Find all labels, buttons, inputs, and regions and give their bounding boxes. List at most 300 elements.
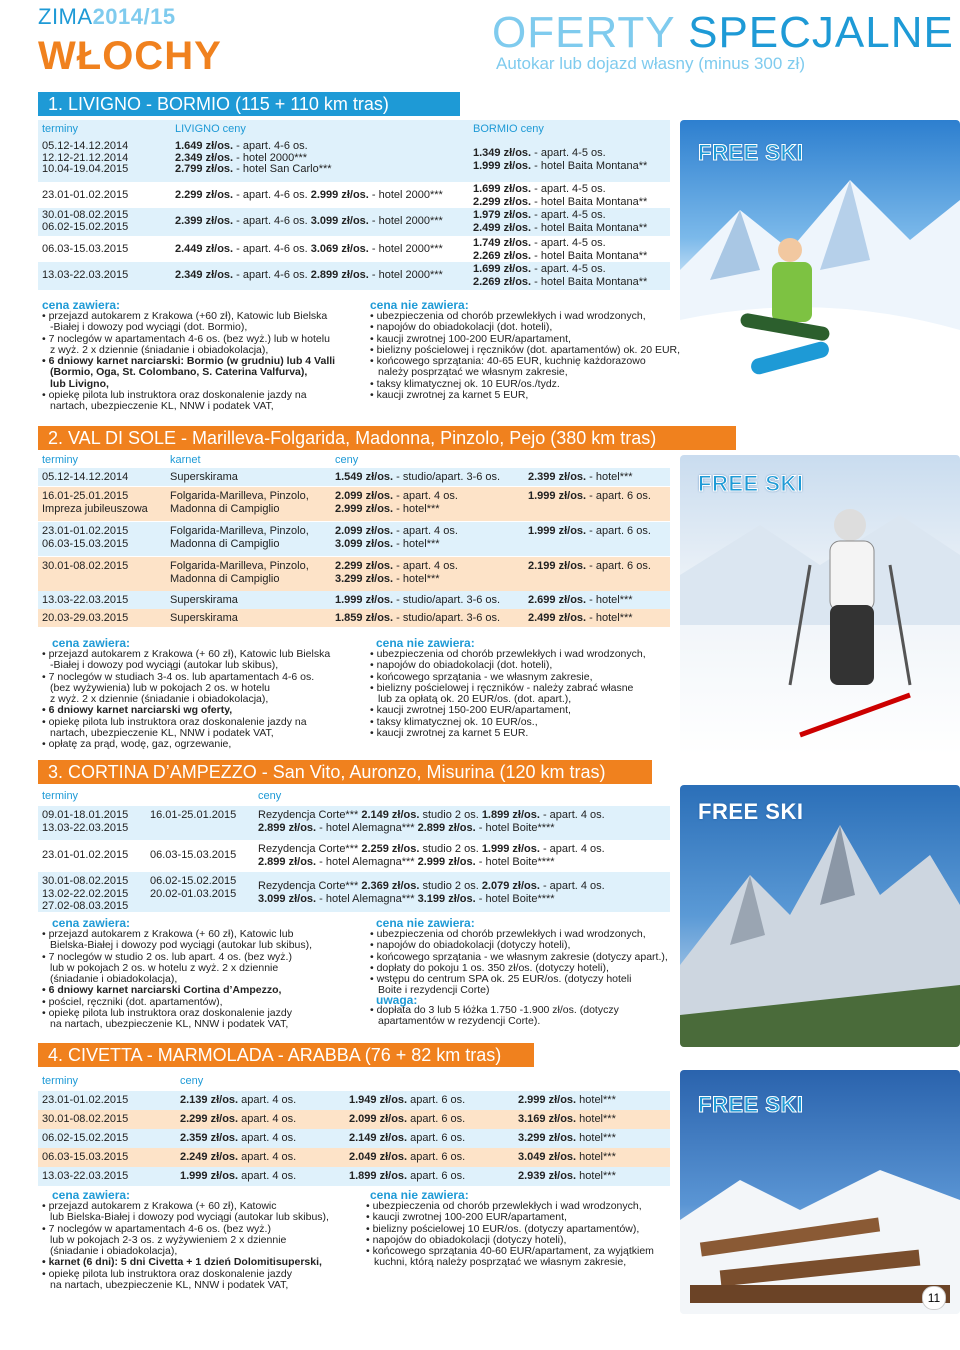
s2-price-alt	[528, 560, 651, 572]
note-item: • napojów do obiadokolacji (dot. hoteli),	[370, 322, 680, 333]
s1-bormio-price	[473, 276, 647, 288]
s1-livigno-price-part: 2.899 zł/os.	[310, 269, 369, 281]
s4-price-c-part: 3.049 zł/os.	[518, 1151, 577, 1163]
s2-price	[335, 573, 440, 585]
offers-title	[492, 8, 954, 58]
note-item: • ubezpieczenia od chorób przewlekłych i wad wrodzonych,	[370, 649, 646, 660]
note-item: nartach, ubezpieczenie KL, NNW i podatek VAT,	[50, 727, 274, 740]
note-item: • opiekę pilota lub instruktora oraz doskonalenie jazdy	[42, 1269, 329, 1280]
s2-price-part: - apart. 4 os.	[393, 490, 458, 502]
note-item: • dopłata do 3 lub 5 łóżka 1.750 -1.900 zł/os. (dotyczy	[370, 1005, 619, 1016]
s2-price-part: - apart. 4 os.	[393, 560, 458, 572]
s4-price-b-part: 2.049 zł/os.	[349, 1151, 408, 1163]
s2-price-part: 3.299 zł/os.	[335, 573, 394, 585]
s4-date: 23.01-01.02.2015	[42, 1094, 129, 1106]
s1-bormio-price	[473, 250, 647, 262]
note-item: • 6 dniowy karnet narciarski: Bormio (w grudniu) lub 4 Valli	[42, 356, 335, 367]
s3-price-part: - hotel Boite****	[475, 822, 555, 834]
s3-price-part: studio 2 os.	[419, 809, 482, 821]
s1-bormio-price-part: 1.699 zł/os.	[473, 183, 532, 195]
s1-bormio-price-part: - apart. 4-5 os.	[531, 263, 606, 275]
s2-price-alt-part: 1.999 zł/os.	[528, 525, 587, 537]
s2-price-part: - studio/apart. 3-6 os.	[393, 594, 501, 606]
note-item: • kaucji zwrotnej za karnet 5 EUR.	[370, 728, 646, 739]
s3-price-part: studio 2 os.	[419, 843, 482, 855]
note-item: • kaucji zwrotnej za karnet 5 EUR,	[370, 390, 680, 401]
s2-price	[335, 471, 500, 483]
s3-price-part: - hotel Alemagna***	[316, 822, 418, 834]
s2-price	[335, 490, 458, 502]
s1-bormio-price-part: 2.269 zł/os.	[473, 250, 532, 262]
s4-price-a-part: apart. 4 os.	[238, 1170, 297, 1182]
note-item: lub za opłatą ok. 20 EUR/os. (dot. apart.),	[378, 693, 572, 706]
s3-price-part: Rezydencja Corte***	[258, 809, 362, 821]
s2-karnet: Superskirama	[170, 594, 238, 606]
s2-price-part: 2.299 zł/os.	[335, 560, 394, 572]
s3-price-part: 2.149 zł/os.	[361, 809, 420, 821]
s4-price-b-part: apart. 6 os.	[407, 1094, 466, 1106]
s1-includes-heading: cena zawiera:	[42, 298, 121, 312]
s4-price-b-part: 2.099 zł/os.	[349, 1113, 408, 1125]
note-item: • opiekę pilota lub instruktora oraz doskonalenie jazdy na	[42, 390, 335, 401]
s1-bormio-price-part: 1.749 zł/os.	[473, 237, 532, 249]
skier-photo	[680, 455, 960, 755]
note-item: • przejazd autokarem z Krakowa (+ 60 zł), Katowic lub Bielska	[42, 649, 330, 660]
s1-bormio-price-part: - hotel Baita Montana**	[531, 276, 648, 288]
s1-livigno-price	[175, 269, 443, 281]
s2-price-part: - hotel***	[393, 538, 440, 550]
s2-price	[335, 503, 440, 515]
s1-livigno-price-part: 2.799 zł/os.	[175, 163, 234, 175]
s1-livigno-price-part: 2.449 zł/os.	[175, 243, 234, 255]
s1-bormio-price-part: - hotel Baita Montana**	[531, 222, 648, 234]
s2-includes-list	[42, 649, 330, 751]
note-item: • 7 noclegów w studio 2 os. lub apart. 4 os. (bez wyż.)	[42, 952, 312, 963]
s4-price-b-part: 1.899 zł/os.	[349, 1170, 408, 1182]
s3-date: 09.01-18.01.2015	[42, 809, 129, 821]
s4-price-c	[518, 1170, 616, 1182]
note-item: lub Livigno,	[50, 377, 109, 390]
s2-price	[335, 525, 458, 537]
s1-date: 10.04-19.04.2015	[42, 163, 129, 175]
s1-bormio-price-part: - apart. 4-5 os.	[531, 183, 606, 195]
s1-livigno-price-part: - hotel 2000***	[368, 243, 443, 255]
s1-bormio-price-part: 2.269 zł/os.	[473, 276, 532, 288]
note-item: na nartach, ubezpieczenie KL, NNW i podatek VAT,	[50, 1279, 289, 1292]
section4-title: 4. CIVETTA - MARMOLADA - ARABBA (76 + 82 km tras)	[38, 1043, 534, 1067]
s3-price-part: Rezydencja Corte***	[258, 880, 362, 892]
s1-livigno-price-part: 2.349 zł/os.	[175, 151, 234, 164]
note-item: • końcowego sprzątania - we własnym zakresie (dotyczy apart.),	[370, 952, 668, 963]
s2-price-alt-part: - hotel***	[586, 612, 633, 624]
s3-price	[258, 893, 555, 905]
s1-excludes-list	[370, 311, 680, 401]
note-item: • ubezpieczenia od chorób przewlekłych i wad wrodzonych,	[370, 311, 680, 322]
note-item: na nartach, ubezpieczenie KL, NNW i podatek VAT,	[50, 1018, 289, 1031]
note-item: (bez wyżywienia) lub w pokojach 2 os. w hotelu	[50, 681, 271, 694]
s1-livigno-price-part: - hotel 2000***	[233, 151, 308, 164]
note-item: • 6 dniowy karnet narciarski Cortina d’Ampezzo,	[42, 985, 312, 996]
note-item: z wyż. 2 x dziennie (śniadanie i obiadokolacja),	[50, 343, 269, 356]
s4-price-b-part: 2.149 zł/os.	[349, 1132, 408, 1144]
s1-bormio-price	[473, 147, 606, 159]
s2-date: 23.01-01.02.2015	[42, 525, 129, 537]
s2-price-part: 2.099 zł/os.	[335, 525, 394, 537]
s2-includes-heading: cena zawiera:	[52, 636, 131, 650]
note-item: • opłatę za prąd, wodę, gaz, ogrzewanie,	[42, 739, 330, 750]
s1-livigno-price-part: - apart. 4-6 os.	[233, 215, 311, 227]
note-item: z wyż. 2 x dziennie (śniadanie i obiadokolacja),	[50, 693, 269, 706]
note-item: • ubezpieczenia od chorób przewlekłych i wad wrodzonych,	[366, 1201, 654, 1212]
s1-bormio-price-part: 2.299 zł/os.	[473, 196, 532, 208]
s1-bormio-price-part: - hotel Baita Montana**	[531, 250, 648, 262]
s1-bormio-price-part: - apart. 4-5 os.	[531, 237, 606, 249]
s4-price-a-part: apart. 4 os.	[238, 1094, 297, 1106]
note-item: • bielizny pościelowej i ręczników (dot. apartamentów) ok. 20 EUR,	[370, 345, 680, 356]
s3-price-part: 1.999 zł/os.	[481, 843, 540, 855]
s4-price-c	[518, 1132, 616, 1144]
offers-word-a: OFERTY	[492, 8, 675, 57]
note-item: • 6 dniowy karnet narciarski wg oferty,	[42, 705, 330, 716]
s2-price-alt	[528, 594, 633, 606]
s4-excludes-list	[366, 1201, 654, 1269]
s1-livigno-price-part: 2.349 zł/os.	[175, 269, 234, 281]
s4-price-c	[518, 1113, 616, 1125]
s4-price-a	[180, 1094, 296, 1106]
s1-livigno-price-part: - apart. 4-6 os.	[233, 140, 308, 152]
s3-price-part: 1.899 zł/os.	[481, 809, 540, 821]
s4-price-a	[180, 1170, 296, 1182]
s3-price-part: - apart. 4 os.	[539, 880, 605, 892]
s4-price-a-part: 2.249 zł/os.	[180, 1151, 239, 1163]
s3-date-alt: 06.03-15.03.2015	[150, 849, 237, 861]
s3-date-alt: 06.02-15.02.2015	[150, 875, 237, 887]
s1-bormio-price-part: 1.699 zł/os.	[473, 263, 532, 275]
s3-price-part: 2.999 zł/os.	[417, 856, 476, 868]
s3-price-part: 2.899 zł/os.	[417, 822, 476, 834]
s2-price-alt-part: - apart. 6 os.	[586, 560, 651, 572]
section1-title: 1. LIVIGNO - BORMIO (115 + 110 km tras)	[38, 92, 460, 116]
s1-livigno-price-part: 2.999 zł/os.	[310, 189, 369, 201]
s4-date: 30.01-08.02.2015	[42, 1113, 129, 1125]
s4-price-b-part: apart. 6 os.	[407, 1170, 466, 1182]
note-item: • kaucji zwrotnej 100-200 EUR/apartament,	[366, 1212, 654, 1223]
skier-illustration	[680, 455, 960, 755]
s3-note-list	[370, 1005, 619, 1028]
s2-karnet: Superskirama	[170, 612, 238, 624]
note-item: • opiekę pilota lub instruktora oraz doskonalenie jazdy	[42, 1008, 312, 1019]
free-ski-badge-3: FREE SKI	[698, 799, 804, 824]
s2-date: Impreza jubileuszowa	[42, 503, 148, 515]
s3-price	[258, 843, 605, 855]
s2-price-part: 1.859 zł/os.	[335, 612, 394, 624]
s1-excludes-heading: cena nie zawiera:	[370, 298, 469, 312]
note-item: • przejazd autokarem z Krakowa (+60 zł), Katowic lub Bielska	[42, 311, 335, 322]
s4-excludes-heading: cena nie zawiera:	[370, 1188, 469, 1202]
s3-price	[258, 856, 555, 868]
s4-price-a-part: apart. 4 os.	[238, 1132, 297, 1144]
s1-date: 23.01-01.02.2015	[42, 189, 129, 201]
s1-livigno-price	[175, 152, 307, 164]
s4-price-a-part: 2.359 zł/os.	[180, 1132, 239, 1144]
s1-livigno-price-part: - hotel 2000***	[368, 189, 443, 201]
s2-price-alt	[528, 612, 633, 624]
note-item: • końcowego sprzątania 40-60 EUR/apartament, za wyjątkiem	[366, 1246, 654, 1257]
free-ski-badge-1: FREE SKI	[698, 140, 804, 165]
s1-bormio-price-part: 1.979 zł/os.	[473, 209, 532, 221]
country-title: WŁOCHY	[38, 34, 222, 78]
s4-col-ceny: ceny	[180, 1075, 204, 1087]
s2-date: 16.01-25.01.2015	[42, 490, 129, 502]
s2-col-ceny: ceny	[335, 454, 359, 466]
offers-subtitle: Autokar lub dojazd własny (minus 300 zł)	[496, 54, 805, 73]
s3-includes-list	[42, 929, 312, 1031]
note-item: • przejazd autokarem z Krakowa (+ 60 zł), Katowic lub	[42, 929, 312, 940]
s2-date: 13.03-22.03.2015	[42, 594, 129, 606]
s1-livigno-price-part: - hotel 2000***	[368, 215, 443, 227]
s2-price-alt-part: - hotel***	[586, 471, 633, 483]
s1-date: 06.02-15.02.2015	[42, 220, 129, 233]
s3-price-part: studio 2 os.	[419, 880, 482, 892]
s2-karnet: Madonna di Campiglio	[170, 538, 280, 550]
s1-bormio-price-part: - apart. 4-5 os.	[531, 209, 606, 221]
s2-price	[335, 560, 458, 572]
s1-col-terminy: terminy	[42, 123, 79, 135]
s4-price-a	[180, 1113, 296, 1125]
s3-date: 30.01-08.02.2015	[42, 875, 129, 887]
s3-price	[258, 822, 555, 834]
section3-title: 3. CORTINA D’AMPEZZO - San Vito, Auronzo, Misurina (120 km tras)	[38, 760, 652, 784]
note-item: • 7 noclegów w studiach 3-4 os. lub apartamentach 4-6 os.	[42, 672, 330, 683]
s1-livigno-price	[175, 243, 443, 255]
s2-karnet: Folgarida-Marilleva, Pinzolo,	[170, 490, 309, 502]
season-word: ZIMA	[38, 4, 93, 29]
s2-price-alt-part: - hotel***	[586, 594, 633, 606]
s4-price-c	[518, 1094, 616, 1106]
note-item: • pościel, ręczniki (dot. apartamentów),	[42, 997, 312, 1008]
s2-price-alt	[528, 471, 633, 483]
s3-col-ceny: ceny	[258, 790, 282, 802]
s4-price-c-part: hotel***	[576, 1113, 616, 1125]
s4-price-c-part: hotel***	[576, 1170, 616, 1182]
s3-price-part: - hotel Alemagna***	[316, 856, 418, 868]
s4-price-c-part: 3.299 zł/os.	[518, 1132, 577, 1144]
s3-date: 23.01-01.02.2015	[42, 849, 129, 861]
note-item: • 7 noclegów w apartamentach 4-6 os. (bez wyż.) lub w hotelu	[42, 334, 335, 345]
s3-price-part: - apart. 4 os.	[539, 809, 605, 821]
s1-bormio-price-part: - hotel Baita Montana**	[531, 160, 648, 172]
s1-bormio-price-part: - hotel Baita Montana**	[531, 196, 648, 208]
s3-price	[258, 880, 605, 892]
s2-price-part: 1.549 zł/os.	[335, 471, 394, 483]
note-item: • ubezpieczenia od chorób przewlekłych i wad wrodzonych,	[370, 929, 668, 940]
s3-date: 13.03-22.03.2015	[42, 821, 129, 834]
s2-price-alt-part: 2.399 zł/os.	[528, 471, 587, 483]
s2-price-part: - hotel***	[393, 573, 440, 585]
s1-livigno-price-part: 2.399 zł/os.	[175, 215, 234, 227]
s1-livigno-price-part: - hotel San Carlo***	[233, 163, 332, 175]
s2-price-part: 1.999 zł/os.	[335, 594, 394, 606]
s2-price-alt-part: - apart. 6 os.	[586, 490, 651, 502]
mountain-photo	[680, 785, 960, 1047]
s3-date-alt: 20.02-01.03.2015	[150, 887, 237, 900]
s3-price-part: 2.899 zł/os.	[258, 856, 317, 868]
s2-excludes-heading: cena nie zawiera:	[376, 636, 475, 650]
s1-bormio-price	[473, 160, 647, 172]
s3-price-part: 3.099 zł/os.	[258, 893, 317, 905]
s4-price-a	[180, 1151, 296, 1163]
s2-col-terminy: terminy	[42, 454, 79, 466]
s2-karnet: Superskirama	[170, 471, 238, 483]
note-item: • wstępu do centrum SPA ok. 25 EUR/os. (dotyczy hoteli	[370, 974, 668, 985]
s4-price-a-part: 2.139 zł/os.	[180, 1094, 239, 1106]
s3-date: 13.02-22.02.2015	[42, 887, 129, 900]
s2-price-part: - hotel***	[393, 503, 440, 515]
note-item: • 7 noclegów w apartamentach 4-6 os. (bez wyż.)	[42, 1224, 329, 1235]
note-item: lub w pokojach 2-3 os. z wyżywieniem 2 x dziennie	[50, 1233, 287, 1246]
page-number: 11	[922, 1286, 946, 1310]
s3-price-part: - hotel Boite****	[475, 893, 555, 905]
offers-word-b: SPECJALNE	[688, 8, 954, 57]
note-item: -Białej i dowozy pod wyciągi (dot. Bormio),	[50, 321, 248, 334]
note-item: • taksy klimatycznej ok. 10 EUR/os./tydz.	[370, 379, 680, 390]
s1-livigno-price	[175, 163, 332, 175]
s2-date: 30.01-08.02.2015	[42, 560, 129, 572]
note-item: apartamentów w rezydencji Corte).	[378, 1015, 541, 1028]
s2-price-part: - apart. 4 os.	[393, 525, 458, 537]
s1-livigno-price-part: - apart. 4-6 os.	[233, 243, 311, 255]
s4-price-b-part: apart. 6 os.	[407, 1113, 466, 1125]
s3-price-part: 2.369 zł/os.	[361, 880, 420, 892]
s1-bormio-price-part: 1.999 zł/os.	[473, 160, 532, 172]
note-item: • taksy klimatycznej ok. 10 EUR/os.,	[370, 717, 646, 728]
s4-price-b-part: apart. 6 os.	[407, 1132, 466, 1144]
s4-price-b	[349, 1151, 465, 1163]
s1-date: 13.03-22.03.2015	[42, 269, 129, 281]
s4-price-b-part: apart. 6 os.	[407, 1151, 466, 1163]
s1-bormio-price	[473, 237, 606, 249]
s4-price-c-part: 3.169 zł/os.	[518, 1113, 577, 1125]
s3-price	[258, 809, 605, 821]
s2-price-alt	[528, 525, 651, 537]
note-item: nartach, ubezpieczenie KL, NNW i podatek VAT,	[50, 400, 274, 413]
s1-col-bormio: BORMIO ceny	[473, 123, 544, 135]
s2-price	[335, 612, 500, 624]
note-item: Bielska-Białej i dowozy pod wyciągi (autokar lub skibus),	[50, 939, 313, 952]
s1-livigno-price	[175, 140, 308, 152]
s4-date: 06.03-15.03.2015	[42, 1151, 129, 1163]
s1-livigno-price	[175, 189, 443, 201]
s2-col-karnet: karnet	[170, 454, 201, 466]
note-item: • kaucji zwrotnej 150-200 EUR/apartament,	[370, 705, 646, 716]
note-item: (śniadanie i obiadokolacja),	[50, 1245, 178, 1258]
note-item: należy posprzątać we własnym zakresie,	[378, 366, 568, 379]
s1-date: 06.03-15.03.2015	[42, 243, 129, 255]
s1-livigno-price-part: 3.069 zł/os.	[310, 243, 369, 255]
note-item: -Białej i dowozy pod wyciągi (autokar lub skibus),	[50, 659, 279, 672]
s1-livigno-price-part: - hotel 2000***	[368, 269, 443, 281]
s4-price-c-part: 2.999 zł/os.	[518, 1094, 577, 1106]
note-item: (Bormio, Oga, St. Colombano, S. Caterina Valfurva),	[50, 366, 308, 379]
s4-date: 13.03-22.03.2015	[42, 1170, 129, 1182]
s2-karnet: Folgarida-Marilleva, Pinzolo,	[170, 525, 309, 537]
s2-price-alt-part: 2.699 zł/os.	[528, 594, 587, 606]
note-item: kuchni, którą należy posprzątać we własnym zakresie,	[374, 1256, 627, 1269]
s1-bormio-price-part: 2.499 zł/os.	[473, 222, 532, 234]
s2-price-alt-part: 1.999 zł/os.	[528, 490, 587, 502]
s1-livigno-price-part: - apart. 4-6 os.	[233, 189, 311, 201]
note-item: • kaucji zwrotnej 100-200 EUR/apartament,	[370, 334, 680, 345]
s1-date: 05.12-14.12.2014	[42, 140, 129, 152]
s2-date: 20.03-29.03.2015	[42, 612, 129, 624]
s3-excludes-heading: cena nie zawiera:	[376, 916, 475, 930]
s1-livigno-price	[175, 215, 443, 227]
s2-excludes-list	[370, 649, 646, 739]
s1-col-livigno: LIVIGNO ceny	[175, 123, 246, 135]
s4-price-b	[349, 1113, 465, 1125]
s4-price-a-part: apart. 4 os.	[238, 1151, 297, 1163]
s1-date: 30.01-08.02.2015	[42, 209, 129, 221]
s2-price-alt-part: 2.199 zł/os.	[528, 560, 587, 572]
s3-price-part: - hotel Boite****	[475, 856, 555, 868]
s2-price	[335, 538, 440, 550]
s1-date: 12.12-21.12.2014	[42, 151, 129, 164]
note-item: • dopłaty do pokoju 1 os. 350 zł/os. (dotyczy hoteli),	[370, 963, 668, 974]
s1-livigno-price-part: 1.649 zł/os.	[175, 140, 234, 152]
s3-price-part: 3.199 zł/os.	[417, 893, 476, 905]
s1-livigno-price-part: 3.099 zł/os.	[310, 215, 369, 227]
free-ski-badge-2: FREE SKI	[698, 471, 804, 496]
s4-date: 06.02-15.02.2015	[42, 1132, 129, 1144]
s3-price-part: - hotel Alemagna***	[316, 893, 418, 905]
note-item: • przejazd autokarem z Krakowa (+ 60 zł), Katowic	[42, 1201, 329, 1212]
note-item: • bielizny pościelowej 10 EUR/os. (dotyczy apartamentów),	[366, 1224, 654, 1235]
s3-col-terminy: terminy	[42, 790, 79, 802]
s2-date: 06.03-15.03.2015	[42, 538, 129, 550]
benches-photo	[680, 1070, 960, 1314]
s1-bormio-price	[473, 222, 647, 234]
s2-karnet: Folgarida-Marilleva, Pinzolo,	[170, 560, 309, 572]
s2-price-alt	[528, 490, 651, 502]
s4-price-a	[180, 1132, 296, 1144]
note-item: • końcowego sprzątania - we własnym zakresie,	[370, 672, 646, 683]
note-item: • napojów do obiadokolacji (dotyczy hoteli),	[370, 940, 668, 951]
s4-price-a-part: apart. 4 os.	[238, 1113, 297, 1125]
s1-bormio-price-part: 1.349 zł/os.	[473, 147, 532, 159]
note-item: • bielizny pościelowej i ręczników - należy zabrać własne	[370, 683, 646, 694]
s3-date-alt: 16.01-25.01.2015	[150, 809, 237, 821]
season-years: 2014/15	[92, 4, 176, 29]
s2-price-part: 2.099 zł/os.	[335, 490, 394, 502]
s4-price-b	[349, 1094, 465, 1106]
note-item: lub Bielska-Białej i dowozy pod wyciągi (autokar lub skibus),	[50, 1211, 329, 1224]
season-label	[38, 4, 176, 30]
s3-price-part: 2.079 zł/os.	[481, 880, 540, 892]
s3-date: 27.02-08.03.2015	[42, 900, 129, 912]
s3-includes-heading: cena zawiera:	[52, 916, 131, 930]
s3-price-part: Rezydencja Corte***	[258, 843, 362, 855]
s2-karnet: Madonna di Campiglio	[170, 503, 280, 515]
s4-price-c-part: 2.939 zł/os.	[518, 1170, 577, 1182]
s3-price-part: - apart. 4 os.	[539, 843, 605, 855]
s2-price-part: 2.999 zł/os.	[335, 503, 394, 515]
s1-bormio-price	[473, 263, 606, 275]
s2-price-part: - studio/apart. 3-6 os.	[393, 612, 501, 624]
note-item: • napojów do obiadokolacji (dot. hoteli),	[370, 660, 646, 671]
s4-price-a-part: 2.299 zł/os.	[180, 1113, 239, 1125]
note-item: • karnet (6 dni): 5 dni Civetta + 1 dzień Dolomitisuperski,	[42, 1257, 329, 1268]
note-item: • opiekę pilota lub instruktora oraz doskonalenie jazdy na	[42, 717, 330, 728]
